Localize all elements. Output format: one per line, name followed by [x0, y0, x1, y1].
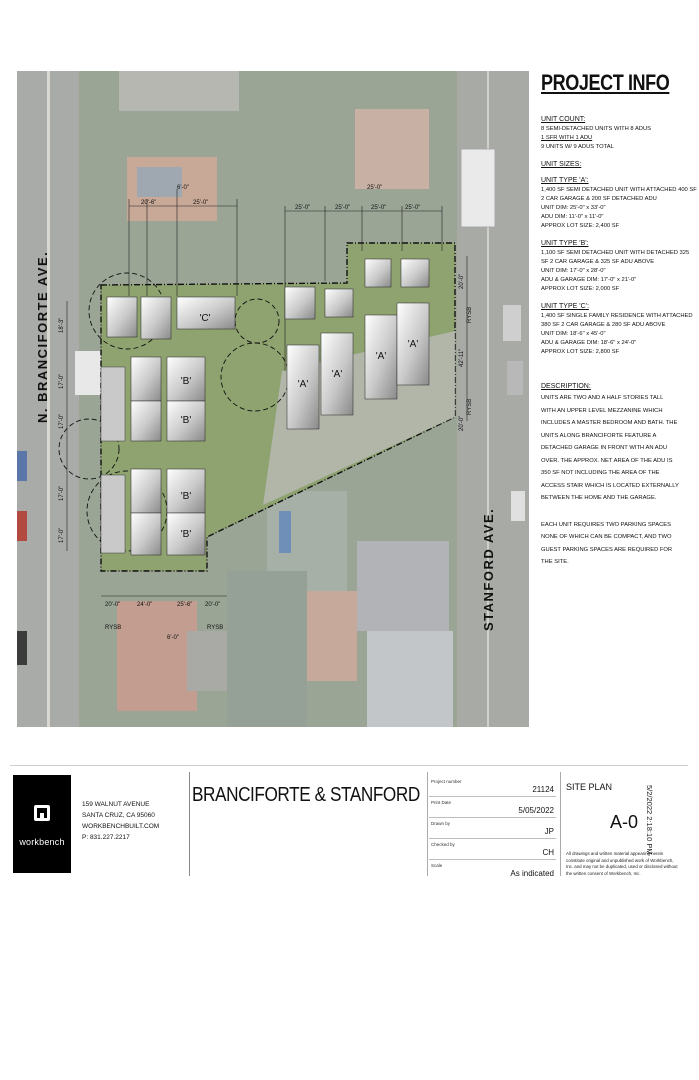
dimension-text: 20'-0"	[459, 273, 465, 289]
dimension-text: 6'-0"	[177, 185, 189, 191]
dimension-text: 17'-0"	[59, 373, 65, 389]
dimension-text: 42'-11"	[459, 348, 465, 367]
setback-label: RYSB	[105, 625, 122, 631]
info-line: ADU & GARAGE DIM: 18'-6" x 24'-0"	[541, 340, 637, 346]
sheet-info-table	[429, 776, 556, 881]
dimension-text: 25'-0"	[367, 185, 383, 191]
sheet-row-drawn-by	[429, 818, 556, 839]
site-plan-aerial	[17, 71, 529, 727]
parking-note: EACH UNIT REQUIRES TWO PARKING SPACES NONE OF WHICH CAN BE COMPACT, AND TWO GUEST PARKING SPACES ARE REQUIRED FOR THE SITE.	[541, 521, 673, 565]
dimension-text: 25'-0"	[193, 200, 209, 206]
dimension-text: 20'-0"	[459, 415, 465, 431]
info-line: 9 UNITS W/ 9 ADUS TOTAL	[541, 144, 614, 150]
description-section	[541, 383, 691, 505]
workbench-logo-icon	[34, 805, 50, 821]
dimension-text: 25'-6"	[177, 602, 193, 608]
section-heading: UNIT TYPE 'A':	[541, 177, 589, 184]
project-info-panel	[541, 70, 697, 730]
info-line: 1,400 SF SINGLE FAMILY RESIDENCE WITH ATTACHED	[541, 313, 693, 319]
sheet-row-label: Project number	[431, 779, 462, 784]
unit-label: 'B'	[180, 491, 192, 502]
sheet-row-value: CH	[542, 848, 554, 857]
street-label-stanford: STANFORD AVE.	[481, 507, 496, 631]
dimension-text: 6'-0"	[167, 635, 179, 641]
sheet-row-project-number	[429, 776, 556, 797]
info-line: APPROX LOT SIZE: 2,800 SF	[541, 349, 620, 355]
unit-label: 'B'	[180, 376, 192, 387]
unit-count-section	[541, 116, 691, 152]
sheet-row-value: 5/05/2022	[518, 806, 554, 815]
site-plan-drawing	[17, 71, 529, 727]
info-line: 8 SEMI-DETACHED UNITS WITH 8 ADUS	[541, 126, 652, 132]
unit-label: 'C'	[199, 313, 211, 324]
info-line: 1 SFR WITH 1 ADU	[541, 135, 593, 141]
firm-address	[82, 799, 159, 843]
project-info-title: PROJECT INFO	[541, 70, 670, 95]
setback-label: RYSB	[207, 625, 224, 631]
dimension-text: 17'-0"	[59, 527, 65, 543]
info-line: 1,400 SF SEMI DETACHED UNIT WITH ATTACHED 400 SF	[541, 187, 697, 193]
unit-type-a-section	[541, 177, 697, 231]
divider	[189, 772, 190, 876]
unit-label: 'A'	[331, 369, 343, 380]
info-line: 380 SF 2 CAR GARAGE & 280 SF ADU ABOVE	[541, 322, 666, 328]
sheet-row-value: JP	[544, 827, 554, 836]
sheet-row-value: As indicated	[510, 869, 554, 878]
workbench-logo	[13, 775, 71, 873]
dimension-text: 25'-0"	[295, 205, 311, 211]
section-heading: UNIT SIZES:	[541, 161, 582, 168]
info-line: APPROX LOT SIZE: 2,400 SF	[541, 223, 620, 229]
dimension-text: 20'-0"	[105, 602, 121, 608]
unit-type-c-section	[541, 303, 691, 357]
sheet-row-label: Scale	[431, 863, 443, 868]
dimension-text: 20'-6"	[141, 200, 157, 206]
title-block	[10, 765, 688, 877]
sheet-row-scale	[429, 860, 556, 881]
sheet-row-label: Print Date	[431, 800, 452, 805]
dimension-text: 20'-0"	[205, 602, 221, 608]
sheet-row-print-date	[429, 797, 556, 818]
info-line: SF 2 CAR GARAGE & 325 SF ADU ABOVE	[541, 259, 655, 265]
project-name: BRANCIFORTE & STANFORD	[192, 784, 420, 806]
info-line: UNIT DIM: 25'-0" x 33'-0"	[541, 205, 606, 211]
unit-label: 'A'	[297, 379, 309, 390]
divider	[427, 772, 428, 876]
info-line: UNIT DIM: 18'-6" x 45'-0"	[541, 331, 606, 337]
dimension-text: 25'-0"	[371, 205, 387, 211]
dimension-text: 24'-0"	[137, 602, 153, 608]
address-line: P: 831.227.2217	[82, 834, 130, 841]
address-line: SANTA CRUZ, CA 95060	[82, 812, 155, 819]
unit-label: 'A'	[375, 351, 387, 362]
dimension-text: 25'-0"	[335, 205, 351, 211]
section-heading: DESCRIPTION:	[541, 383, 591, 390]
info-line: ADU DIM: 11'-0" x 11'-0"	[541, 214, 604, 220]
dimension-text: 25'-0"	[405, 205, 421, 211]
sheet-title: SITE PLAN	[566, 782, 613, 792]
section-heading: UNIT COUNT:	[541, 116, 586, 123]
dimension-text: 18'-3"	[59, 317, 65, 333]
divider	[560, 772, 561, 876]
address-line: 159 WALNUT AVENUE	[82, 801, 150, 808]
info-line: ADU & GARAGE DIM: 17'-0" x 21'-0"	[541, 277, 637, 283]
description-text: UNITS ARE TWO AND A HALF STORIES TALL WITH AN UPPER LEVEL MEZZANINE WHICH INCLUDES A MASTER BEDROOM AND BATH. THE UNITS ALONG BRANCIFORTE FEATURE A DETACHED GARAGE IN FRONT WITH AN ADU OVER. THE APPROX. NET AREA OF THE ADU IS 350 SF NOT INCLUDING THE AREA OF THE ACCESS STAIR WHICH IS LOCATED EXTERNALLY BETWEEN THE HOME AND THE GARAGE.	[541, 395, 679, 501]
setback-label: RYSB	[467, 306, 473, 323]
unit-label: 'B'	[180, 415, 192, 426]
info-line: 1,100 SF SEMI DETACHED UNIT WITH DETACHED 325	[541, 250, 690, 256]
plot-timestamp: 5/2/2022 2:18:10 PM	[645, 785, 654, 855]
dimension-text: 17'-0"	[59, 413, 65, 429]
parking-section	[541, 519, 691, 569]
copyright-notice: All drawings and written material appearing herein constitute original and unpublished work of Workbench, Inc. and may not be duplicated, used or disclosed without the written consent of Workbench, Inc.	[566, 851, 678, 876]
logo-wordmark: workbench	[19, 837, 65, 847]
unit-label: 'A'	[407, 339, 419, 350]
setback-label: RYSB	[467, 398, 473, 415]
section-heading: UNIT TYPE 'B':	[541, 240, 589, 247]
section-heading: UNIT TYPE 'C':	[541, 303, 589, 310]
info-line: 2 CAR GARAGE & 200 SF DETACHED ADU	[541, 196, 657, 202]
info-line: UNIT DIM: 17'-0" x 28'-0"	[541, 268, 606, 274]
street-label-branciforte: N. BRANCIFORTE AVE.	[35, 250, 50, 423]
sheet-row-label: Checked by	[431, 842, 455, 847]
unit-type-b-section	[541, 240, 691, 294]
sheet-row-value: 21124	[532, 785, 554, 794]
dimension-text: 17'-0"	[59, 485, 65, 501]
unit-sizes-section	[541, 161, 691, 168]
sheet-row-checked-by	[429, 839, 556, 860]
sheet-number: A-0	[610, 812, 639, 832]
address-line: WORKBENCHBUILT.COM	[82, 823, 160, 830]
info-line: APPROX LOT SIZE: 2,000 SF	[541, 286, 620, 292]
sheet-row-label: Drawn by	[431, 821, 451, 826]
unit-label: 'B'	[180, 529, 192, 540]
